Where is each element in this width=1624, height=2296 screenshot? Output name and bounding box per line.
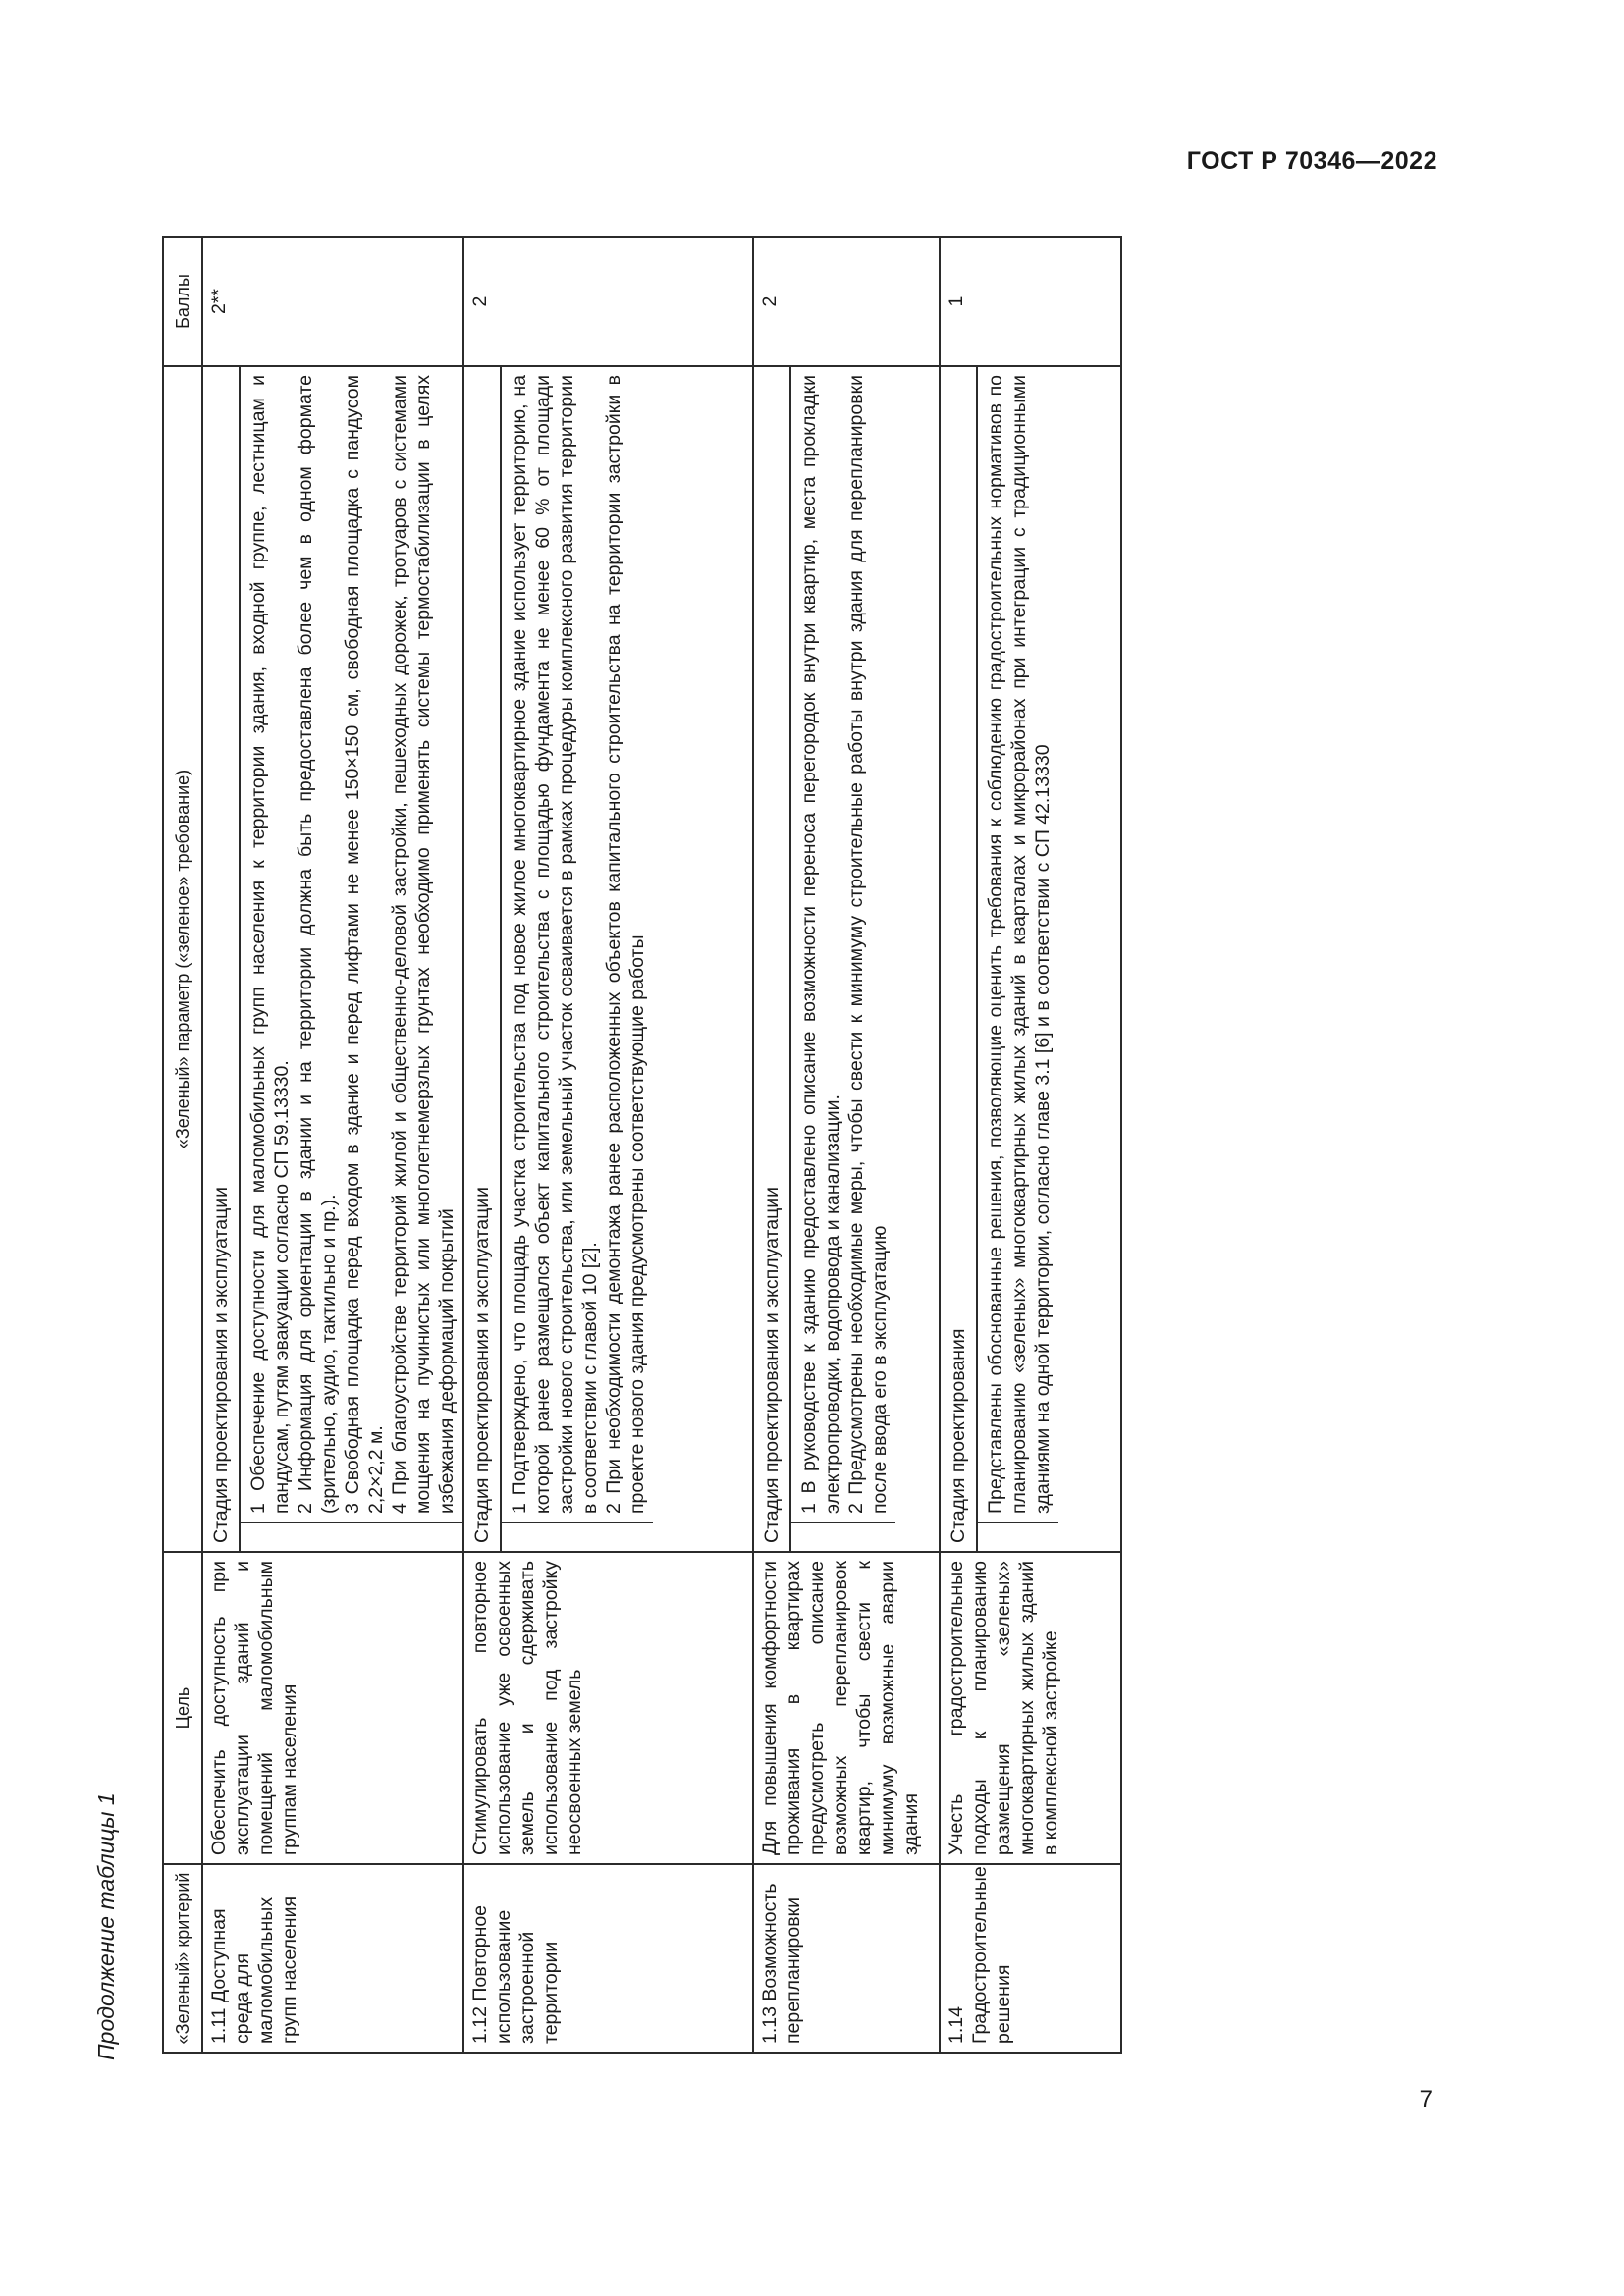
requirements-list xyxy=(241,367,462,1523)
criterion-cell: 1.13 Возможность перепланировки xyxy=(753,1864,940,2053)
goal-cell: Обеспечить доступность при эксплуатации зданий и помещений маломобильным группам населения xyxy=(202,1552,463,1864)
points-cell: 2** xyxy=(202,237,463,366)
points-cell: 1 xyxy=(940,237,1121,366)
param-cell xyxy=(202,366,463,1552)
requirement-item: 1 Обеспечение доступности для маломобильных групп населения к территории здания, входной группе, лестницам и пандусам, путям эвакуации согласно СП 59.13330. xyxy=(247,375,293,1514)
table-row xyxy=(202,237,463,2053)
param-cell xyxy=(753,366,940,1552)
stage-label: Стадия проектирования и эксплуатации xyxy=(464,367,502,1551)
rotated-table-wrapper xyxy=(162,238,1260,2054)
table-row xyxy=(463,237,753,2053)
stage-label: Стадия проектирования xyxy=(941,367,978,1551)
stage-label: Стадия проектирования и эксплуатации xyxy=(754,367,791,1551)
requirements-list xyxy=(978,367,1058,1523)
goal-cell: Для повышения комфортности проживания в квартирах предусмотреть описание возможных перепланировок квартир, чтобы свести к минимуму возможные аварии здания xyxy=(753,1552,940,1864)
requirement-item: 4 При благоустройстве территорий жилой и общественно-деловой застройки, пешеходных дорожек, тротуаров с системами мощения на пучинистых или многолетнемерзлых грунтах необходимо применять системы термостабилизации в целях избежания деформаций покрытий xyxy=(389,375,458,1514)
requirement-item: 3 Свободная площадка перед входом в здание и перед лифтами не менее 150×150 см, свободная площадка с пандусом 2,2×2,2 м. xyxy=(342,375,387,1514)
document-code: ГОСТ Р 70346—2022 xyxy=(1186,147,1437,175)
requirement-item: 2 При необходимости демонтажа ранее расположенных объектов капитального строительства на территории застройки в проекте нового здания предусмотрены соответствующие работы xyxy=(603,375,648,1514)
requirements-list xyxy=(502,367,653,1523)
criterion-cell: 1.11 Доступная среда для маломобильных групп населения xyxy=(202,1864,463,2053)
requirement-item: 2 Информация для ориентации в здании и на территории должна быть предоставлена более чем в одном формате (зрительно, аудио, тактильно и пр.). xyxy=(295,375,340,1514)
criterion-cell: 1.14 Градостроительные решения xyxy=(940,1864,1121,2053)
criteria-table xyxy=(162,236,1122,2054)
stage-label: Стадия проектирования и эксплуатации xyxy=(203,367,241,1551)
param-cell xyxy=(463,366,753,1552)
param-cell xyxy=(940,366,1121,1552)
goal-cell: Учесть градостроительные подходы к планированию размещения «зеленых» многоквартирных жилых зданий в комплексной застройке xyxy=(940,1552,1121,1864)
points-cell: 2 xyxy=(463,237,753,366)
table-header-row xyxy=(163,237,202,2053)
table-row xyxy=(940,237,1121,2053)
header-goal: Цель xyxy=(163,1552,202,1864)
criterion-cell: 1.12 Повторное использование застроенной территории xyxy=(463,1864,753,2053)
requirement-item: Представлены обоснованные решения, позволяющие оценить требования к соблюдению градостроительных нормативов по планированию «зеленых» многоквартирных жилых зданий в кварталах и микрорайонах при интеграции с традиционными зданиями на одной территории, согласно главе 3.1 [6] и в соответствии с СП 42.13330 xyxy=(985,375,1054,1514)
header-param: «Зеленый» параметр («зеленое» требование) xyxy=(163,366,202,1552)
header-points: Баллы xyxy=(163,237,202,366)
page-number: 7 xyxy=(1419,2086,1433,2112)
header-criterion: «Зеленый» критерий xyxy=(163,1864,202,2053)
requirement-item: 2 Предусмотрены необходимые меры, чтобы свести к минимуму строительные работы внутри здания для перепланировки после ввода его в эксплуатацию xyxy=(845,375,891,1514)
table-caption: Продолжение таблицы 1 xyxy=(93,1792,119,2060)
requirement-item: 1 Подтверждено, что площадь участка строительства под новое жилое многоквартирное здание использует территорию, на которой ранее размещался объект капитального строительства с площадью фундамента не менее 60 % от площади застройки нового строительства, или земельный участок осваивается в рамках процедуры комплексного развития территории в соответствии с главой 10 [2]. xyxy=(509,375,601,1514)
table-row xyxy=(753,237,940,2053)
requirements-list xyxy=(791,367,895,1523)
points-cell: 2 xyxy=(753,237,940,366)
goal-cell: Стимулировать повторное использование уже освоенных земель и сдерживать использование под застройку неосвоенных земель xyxy=(463,1552,753,1864)
requirement-item: 1 В руководстве к зданию предоставлено описание возможности переноса перегородок внутри квартир, места прокладки электропроводки, водопровода и канализации. xyxy=(798,375,843,1514)
